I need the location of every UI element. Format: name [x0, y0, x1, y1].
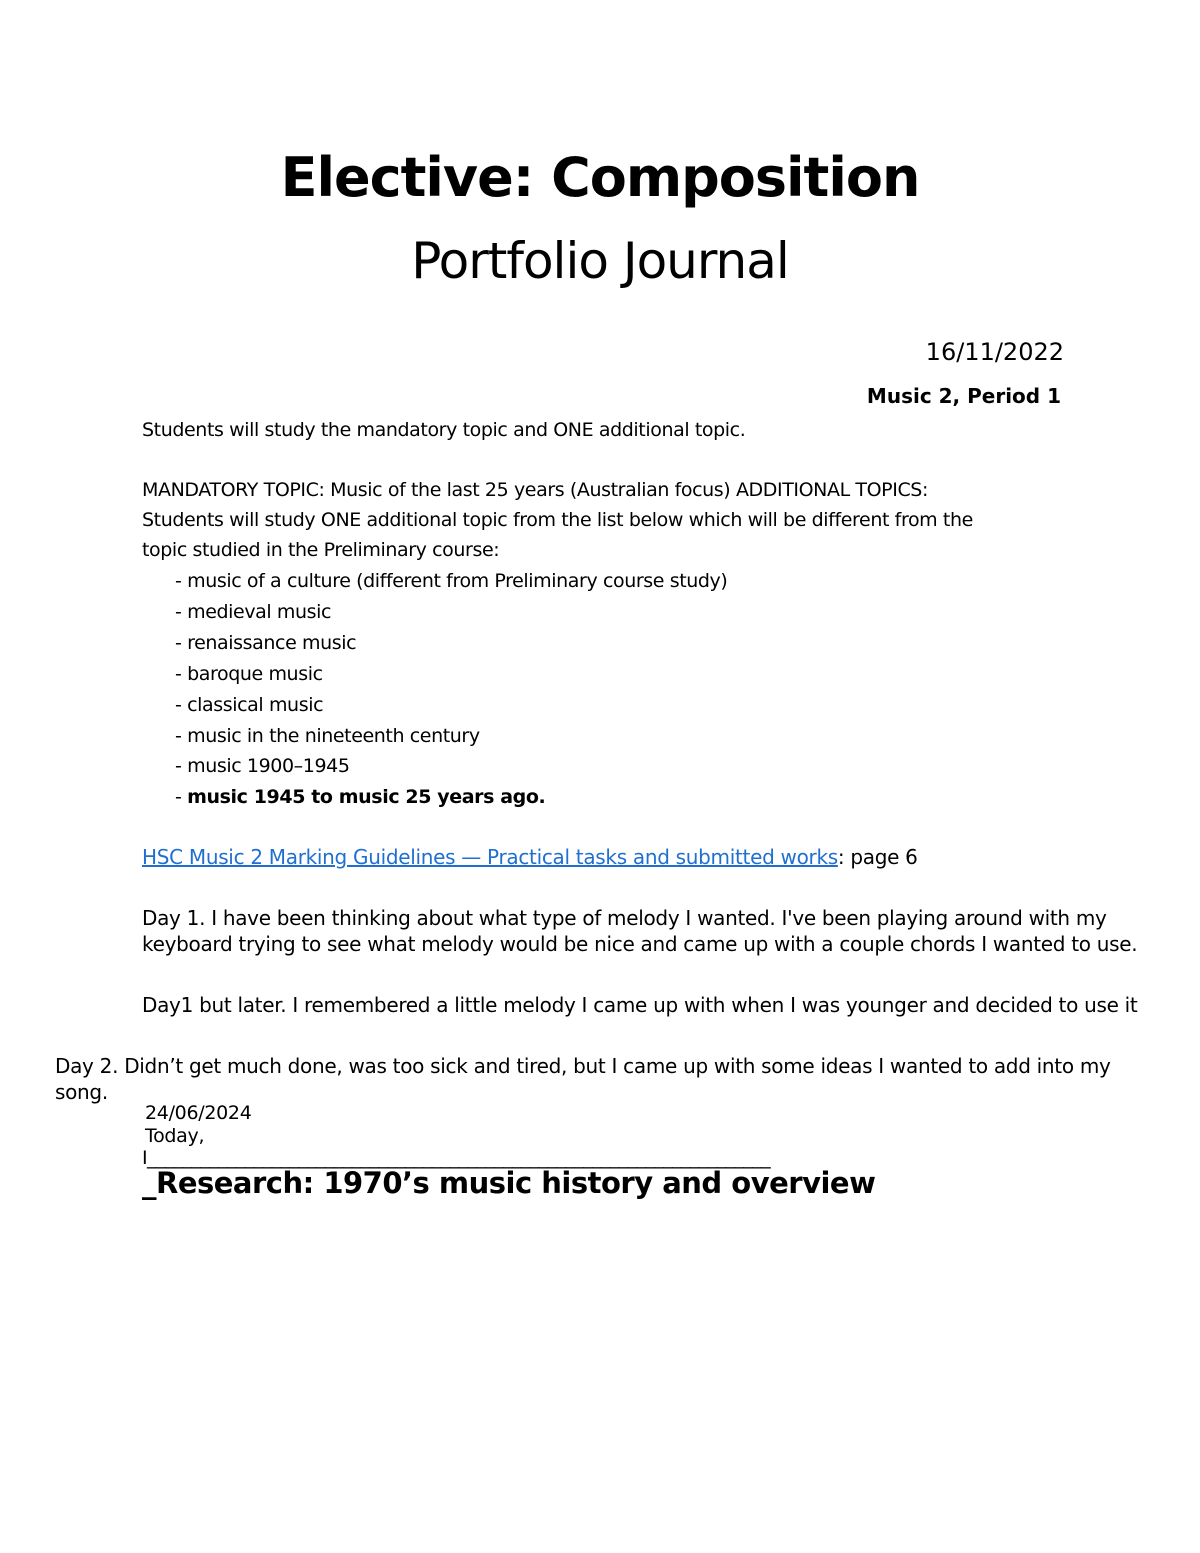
day2-line-2: song.	[55, 1080, 108, 1104]
guidelines-page: : page 6	[837, 845, 918, 869]
guidelines-line	[142, 844, 918, 871]
topic-item: - renaissance music	[175, 632, 357, 654]
guidelines-link[interactable]: HSC Music 2 Marking Guidelines — Practical tasks and submitted works	[142, 845, 838, 869]
day1-line-2: keyboard trying to see what melody would be nice and came up with a couple chords I wanted to use.	[142, 932, 1138, 956]
day2-line-1: Day 2. Didn’t get much done, was too sick and tired, but I came up with some ideas I wanted to add into my	[55, 1054, 1111, 1078]
entry-date: 24/06/2024	[145, 1102, 252, 1124]
topic-bold-text: music 1945 to music 25 years ago.	[187, 786, 546, 808]
day1-later: Day1 but later. I remembered a little melody I came up with when I was younger and decided to use it	[142, 993, 1138, 1017]
entry-today: Today,	[145, 1125, 205, 1147]
topic-item: - baroque music	[175, 663, 323, 685]
intro-line-1: Students will study the mandatory topic and ONE additional topic.	[142, 419, 746, 441]
class-info: Music 2, Period 1	[866, 384, 1061, 408]
journal-date: 16/11/2022	[925, 338, 1064, 366]
document-subtitle: Portfolio Journal	[411, 232, 789, 290]
topic-item: - music 1900–1945	[175, 755, 350, 777]
topic-item-highlighted	[175, 784, 545, 810]
intro-line-2: MANDATORY TOPIC: Music of the last 25 years (Australian focus) ADDITIONAL TOPICS:	[142, 479, 928, 501]
topic-dash: -	[175, 786, 188, 808]
topic-item: - classical music	[175, 694, 324, 716]
research-heading: _Research: 1970’s music history and overview	[142, 1166, 876, 1200]
intro-line-4: topic studied in the Preliminary course:	[142, 539, 500, 561]
document-title: Elective: Composition	[280, 146, 920, 209]
day1-line-1: Day 1. I have been thinking about what type of melody I wanted. I've been playing around with my	[142, 906, 1107, 930]
intro-line-3: Students will study ONE additional topic from the list below which will be different from the	[142, 509, 973, 531]
topic-item: - medieval music	[175, 601, 332, 623]
entry-underline-line: I______________________________________________________________________	[142, 1147, 771, 1169]
topic-item: - music of a culture (different from Preliminary course study)	[175, 570, 728, 592]
topic-item: - music in the nineteenth century	[175, 725, 480, 747]
